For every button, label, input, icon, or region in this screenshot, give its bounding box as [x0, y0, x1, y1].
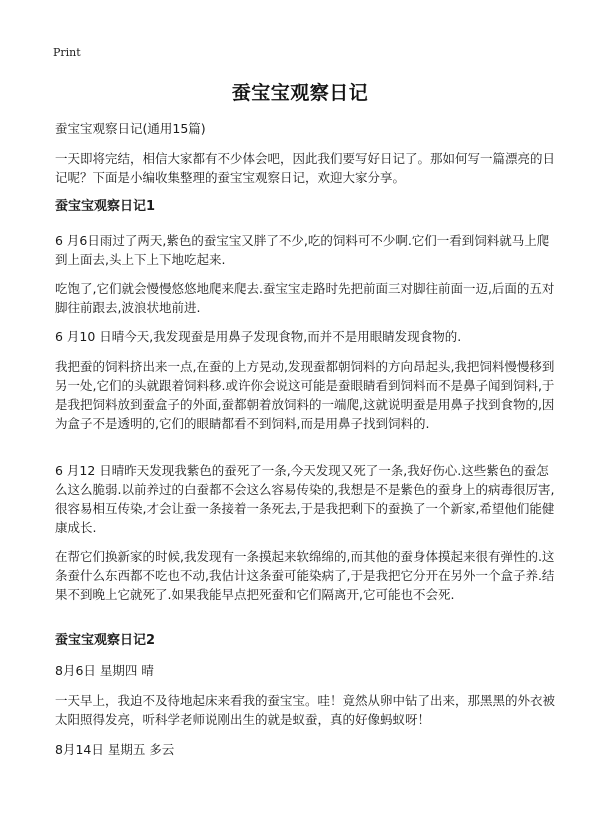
entry-1-paragraph-4: 我把蚕的饲料挤出来一点,在蚕的上方晃动,发现蚕都朝饲料的方向昂起头,我把饲料慢慢移到另一处,它们的头就跟着饲料移.或许你会说这可能是蚕眼睛看到饲料而不是鼻子闻到饲料,于是我把饲料放到蚕盒子的外面,蚕都朝着放饲料的一端爬,这就说明蚕是用鼻子找到食物的,因为盒子不是透明的,它们的眼睛都看不到饲料,而是用鼻子找到饲料的.: [55, 359, 555, 431]
intro-paragraph: 一天即将完结，相信大家都有不少体会吧，因此我们要写好日记了。那如何写一篇漂亮的日记呢？下面是小编收集整理的蚕宝宝观察日记，欢迎大家分享。: [55, 151, 556, 185]
entry-2-heading: 蚕宝宝观察日记2: [55, 633, 156, 648]
print-link[interactable]: Print: [53, 46, 81, 59]
entry-1-paragraph-5: 6 月12 日晴昨天发现我紫色的蚕死了一条,今天发现又死了一条,我好伤心.这些紫色的蚕怎么这么脆弱.以前养过的白蚕都不会这么容易传染的,我想是不是紫色的蚕身上的病毒很厉害,很容易相互传染,才会让蚕一条接着一条死去,于是我把剩下的蚕换了一个新家,希望他们能健康成长.: [55, 463, 555, 535]
entry-2-date-2: 8月14日 星期五 多云: [55, 742, 175, 757]
entry-1-paragraph-2: 吃饱了,它们就会慢慢悠悠地爬来爬去.蚕宝宝走路时先把前面三对脚往前面一迈,后面的五对脚往前跟去,波浪状地前进.: [55, 281, 555, 315]
entry-1-paragraph-1: 6 月6日雨过了两天,紫色的蚕宝宝又胖了不少,吃的饲料可不少啊.它们一看到饲料就马上爬到上面去,头上下上下地吃起来.: [55, 233, 550, 267]
entry-1-heading: 蚕宝宝观察日记1: [55, 199, 156, 214]
entry-1-paragraph-6: 在帮它们换新家的时候,我发现有一条摸起来软绵绵的,而其他的蚕身体摸起来很有弹性的.这条蚕什么东西都不吃也不动,我估计这条蚕可能染病了,于是我把它分开在另外一个盒子养.结果不到晚上它就死了.如果我能早点把死蚕和它们隔离开,它可能也不会死.: [55, 549, 555, 602]
entry-2-date-1: 8月6日 星期四 晴: [55, 663, 154, 678]
entry-1-paragraph-3: 6 月10 日晴今天,我发现蚕是用鼻子发现食物,而并不是用眼睛发现食物的.: [55, 329, 462, 344]
doc-subtitle: 蚕宝宝观察日记(通用15篇): [55, 121, 206, 136]
entry-2-paragraph-1: 一天早上，我迫不及待地起床来看我的蚕宝宝。哇！竟然从卵中钻了出来，那黑黑的外衣被太阳照得发亮，听科学老师说刚出生的就是蚁蚕，真的好像蚂蚁呀！: [55, 693, 556, 727]
page-title: 蚕宝宝观察日记: [231, 82, 369, 104]
